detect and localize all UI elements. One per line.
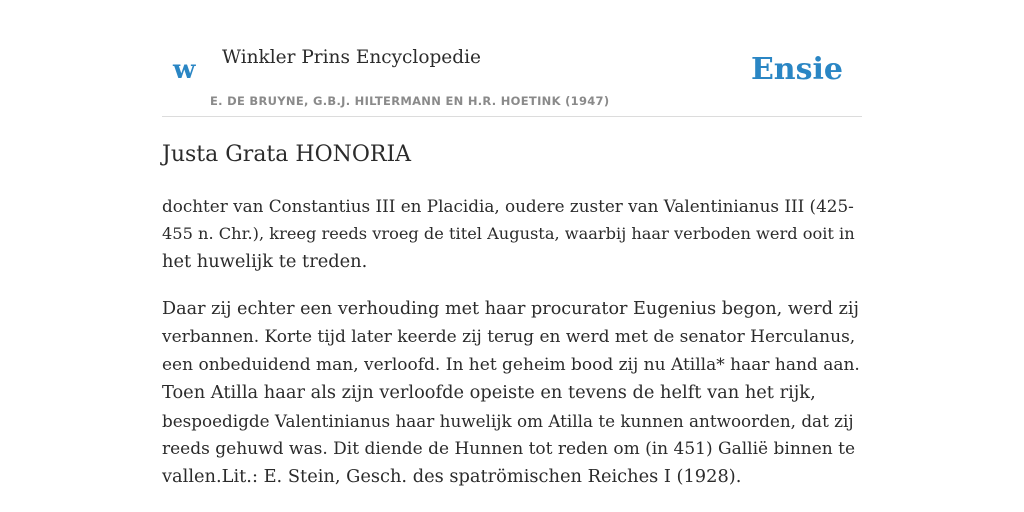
article-title: Justa Grata HONORIA [162,142,412,167]
paragraph-line: bespoedigde Valentinianus haar huwelijk om Atilla te kunnen antwoorden, dat zij [162,411,854,431]
paragraph-line: reeds gehuwd was. Dit diende de Hunnen tot reden om (in 451) Gallië binnen te [162,439,856,459]
paragraph-line: Toen Atilla haar als zijn verloofde opeiste en tevens de helft van het rijk, [162,382,816,403]
encyclopedia-title[interactable]: Winkler Prins Encyclopedie [222,47,481,68]
ensie-brand-logo[interactable]: Ensie [750,52,843,87]
article-paragraph-2 [162,295,862,491]
paragraph-line: Daar zij echter een verhouding met haar procurator Eugenius begon, werd zij [162,299,859,319]
paragraph-line: 455 n. Chr.), kreeg reeds vroeg de titel Augusta, waarbij haar verboden werd ooit in [162,224,855,243]
paragraph-line: dochter van Constantius III en Placidia, oudere zuster van Valentinianus III (425- [162,196,854,216]
article-paragraph-1 [162,192,862,276]
authors-line: E. DE BRUYNE, G.B.J. HILTERMANN EN H.R. HOETINK (1947) [210,94,610,108]
paragraph-line: verbannen. Korte tijd later keerde zij terug en werd met de senator Herculanus, [162,327,856,347]
page-header [162,0,862,117]
paragraph-line: het huwelijk te treden. [162,251,368,272]
winkler-prins-logo[interactable]: w [173,55,196,85]
paragraph-line: een onbeduidend man, verloofd. In het geheim bood zij nu Atilla* haar hand aan. [162,355,860,375]
paragraph-line: vallen.Lit.: E. Stein, Gesch. des spatrömischen Reiches I (1928). [162,466,742,487]
